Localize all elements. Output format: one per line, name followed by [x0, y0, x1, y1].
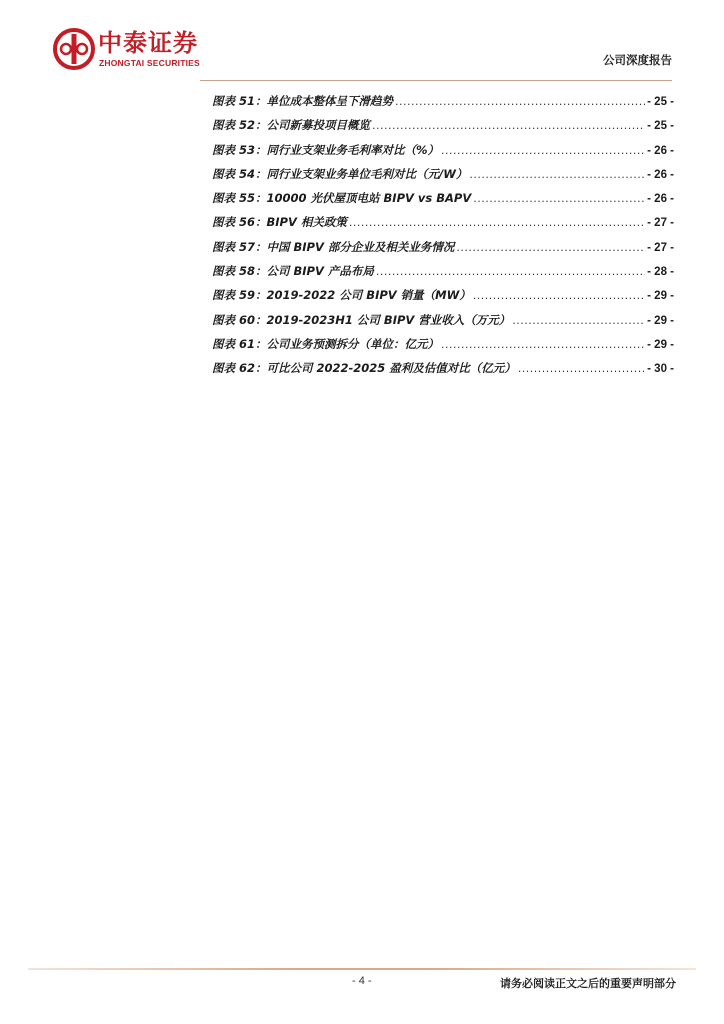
figure-list	[212, 93, 674, 385]
toc-item-title: 图表 56：BIPV 相关政策	[212, 215, 347, 230]
toc-item[interactable]	[212, 312, 674, 336]
zhongtai-logo-icon	[52, 27, 96, 71]
footer-disclaimer: 请务必阅读正文之后的重要声明部分	[500, 977, 676, 990]
toc-item[interactable]	[212, 166, 674, 190]
toc-leader-dots	[456, 241, 645, 254]
toc-item-page: - 25 -	[647, 120, 674, 133]
footer-divider	[28, 968, 696, 970]
toc-leader-dots	[372, 119, 645, 132]
toc-item[interactable]	[212, 214, 674, 238]
toc-leader-dots	[395, 95, 645, 108]
toc-item-title: 图表 62：可比公司 2022-2025 盈利及估值对比（亿元）	[212, 361, 516, 376]
toc-item-title: 图表 53：同行业支架业务毛利率对比（%）	[212, 142, 440, 157]
document-type-label: 公司深度报告	[603, 53, 672, 67]
toc-leader-dots	[349, 216, 645, 229]
toc-item-page: - 26 -	[647, 193, 674, 206]
toc-item-title: 图表 60：2019-2023H1 公司 BIPV 营业收入（万元）	[212, 312, 511, 327]
toc-item-page: - 30 -	[647, 363, 674, 376]
toc-item[interactable]	[212, 287, 674, 311]
toc-item-page: - 28 -	[647, 266, 674, 279]
toc-item-title: 图表 54：同行业支架业务单位毛利对比（元/W）	[212, 166, 468, 181]
logo-chinese-name: 中泰证券	[98, 29, 198, 57]
toc-item-page: - 27 -	[647, 217, 674, 230]
toc-item-title: 图表 52：公司新募投项目概览	[212, 118, 371, 133]
toc-item-page: - 29 -	[647, 290, 674, 303]
toc-item-page: - 27 -	[647, 241, 674, 254]
toc-item[interactable]	[212, 117, 674, 141]
logo-english-name: ZHONGTAI SECURITIES	[99, 58, 200, 68]
toc-item[interactable]	[212, 190, 674, 214]
toc-item-page: - 26 -	[647, 168, 674, 181]
toc-item[interactable]	[212, 336, 674, 360]
header-divider	[200, 80, 672, 81]
page-number: - 4 -	[352, 975, 372, 987]
toc-leader-dots	[473, 289, 645, 302]
toc-leader-dots	[518, 362, 645, 375]
toc-item-page: - 29 -	[647, 338, 674, 351]
toc-leader-dots	[376, 265, 645, 278]
toc-item[interactable]	[212, 93, 674, 117]
toc-item-page: - 29 -	[647, 314, 674, 327]
toc-leader-dots	[441, 144, 645, 157]
toc-item-title: 图表 61：公司业务预测拆分（单位：亿元）	[212, 336, 440, 351]
toc-item-title: 图表 59：2019-2022 公司 BIPV 销量（MW）	[212, 288, 471, 303]
toc-item[interactable]	[212, 239, 674, 263]
toc-item[interactable]	[212, 360, 674, 384]
toc-item[interactable]	[212, 263, 674, 287]
toc-item-title: 图表 55：10000 光伏屋顶电站 BIPV vs BAPV	[212, 191, 472, 206]
toc-item-title: 图表 51：单位成本整体呈下滑趋势	[212, 94, 394, 108]
toc-item-title: 图表 57：中国 BIPV 部分企业及相关业务情况	[212, 239, 455, 254]
toc-leader-dots	[512, 314, 645, 327]
toc-item-title: 图表 58：公司 BIPV 产品布局	[212, 264, 374, 279]
toc-item[interactable]	[212, 142, 674, 166]
toc-leader-dots	[473, 192, 645, 205]
toc-leader-dots	[469, 168, 645, 181]
toc-item-page: - 25 -	[647, 96, 674, 108]
toc-item-page: - 26 -	[647, 144, 674, 157]
company-logo	[52, 27, 232, 71]
toc-leader-dots	[441, 338, 645, 351]
